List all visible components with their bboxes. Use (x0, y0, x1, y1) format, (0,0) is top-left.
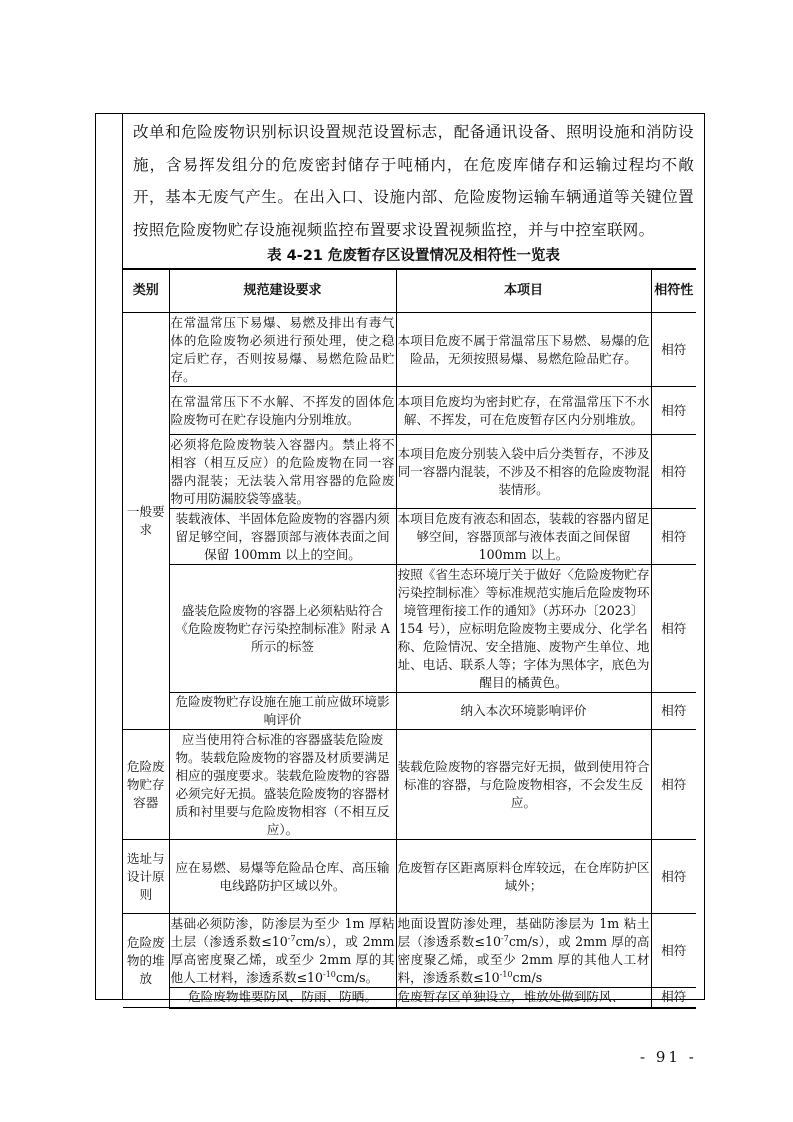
compliance-cell: 相符 (651, 840, 696, 914)
table-row (123, 840, 696, 914)
requirement-cell: 在常温常压下不水解、不挥发的固体危险废物可在贮存设施内分别堆放。 (169, 387, 396, 435)
table-row (123, 914, 696, 988)
content-area (123, 114, 704, 1009)
compliance-cell: 相符 (651, 693, 696, 730)
compliance-cell: 相符 (651, 435, 696, 509)
requirement-cell: 必须将危险废物装入容器内。禁止将不相容（相互反应）的危险废物在同一容器内混装；无法装入常用容器的危险废物可用防漏胶袋等盛装。 (169, 435, 396, 509)
category-containers: 危险废物贮存容器 (123, 730, 169, 840)
project-cell: 纳入本次环境影响评价 (396, 693, 651, 730)
compliance-cell: 相符 (651, 565, 696, 693)
compliance-table (123, 268, 696, 1009)
project-cell: 本项目危废有液态和固态，装载的容器内留足够空间，容器顶部与液体表面之间保留 100mm 以上。 (396, 509, 651, 565)
requirement-cell: 装载液体、半固体危险废物的容器内须留足够空间，容器顶部与液体表面之间保留 100mm 以上的空间。 (169, 509, 396, 565)
project-cell: 本项目危废分别装入袋中后分类暂存，不涉及同一容器内混装，不涉及不相容的危险废物混装情形。 (396, 435, 651, 509)
header-requirement: 规范建设要求 (169, 269, 396, 313)
header-compliance: 相符性 (651, 269, 696, 313)
category-site-selection: 选址与设计原则 (123, 840, 169, 914)
table-row (123, 313, 696, 387)
table-row (123, 693, 696, 730)
requirement-cell: 危险废物堆要防风、防雨、防晒。 (169, 988, 396, 1008)
requirement-cell: 盛装危险废物的容器上必须粘贴符合《危险废物贮存污染控制标准》附录 A 所示的标签 (169, 565, 396, 693)
requirement-cell: 应当使用符合标准的容器盛装危险废物。装载危险废物的容器及材质要满足相应的强度要求。装载危险废物的容器必须完好无损。盛装危险废物的容器材质和衬里要与危险废物相容（不相互反应）。 (169, 730, 396, 840)
requirement-cell: 在常温常压下易爆、易燃及排出有毒气体的危险废物必须进行预处理，使之稳定后贮存，否则按易爆、易燃危险品贮存。 (169, 313, 396, 387)
page-number: - 91 - (640, 1048, 697, 1066)
compliance-cell: 相符 (651, 914, 696, 988)
requirement-cell: 应在易燃、易爆等危险品仓库、高压输电线路防护区域以外。 (169, 840, 396, 914)
table-row (123, 565, 696, 693)
compliance-cell: 相符 (651, 988, 696, 1008)
intro-paragraph: 改单和危险废物识别标识设置规范设置标志，配备通讯设备、照明设施和消防设施，含易挥发组分的危废密封储存于吨桶内，在危废库储存和运输过程均不敞开，基本无废气产生。在出入口、设施内部、危险废物运输车辆通道等关键位置按照危险废物贮存设施视频监控布置要求设置视频监控，并与中控室联网。 (133, 123, 694, 239)
project-cell: 危废暂存区单独设立，堆放处做到防风、 (396, 988, 651, 1008)
compliance-cell: 相符 (651, 313, 696, 387)
project-cell: 本项目危废均为密封贮存，在常温常压下不水解、不挥发，可在危废暂存区内分别堆放。 (396, 387, 651, 435)
requirement-cell: 危险废物贮存设施在施工前应做环境影响评价 (169, 693, 396, 730)
compliance-cell: 相符 (651, 509, 696, 565)
project-cell: 危废暂存区距离原料仓库较远，在仓库防护区域外； (396, 840, 651, 914)
project-cell: 地面设置防渗处理，基础防渗层为 1m 粘土层（渗透系数$\le 10^{-7}cm/s$），或 2mm 厚的高密度聚乙烯，或至少 2mm 厚的其他人工材料，渗透系数$\le 10^{-10}cm/s$ (396, 914, 651, 988)
compliance-cell: 相符 (651, 730, 696, 840)
project-cell: 本项目危废不属于常温常压下易燃、易爆的危险品，无须按照易爆、易燃危险品贮存。 (396, 313, 651, 387)
header-category: 类别 (123, 269, 169, 313)
table-row (123, 988, 696, 1008)
table-header-row (123, 269, 696, 313)
project-cell: 按照《省生态环境厅关于做好〈危险废物贮存污染控制标准〉等标准规范实施后危险废物环境管理衔接工作的通知》（苏环办〔2023〕154 号），应标明危险废物主要成分、化学名称、危险情况、安全措施、废物产生单位、地址、电话、联系人等；字体为黑体字，底色为醒目的橘黄色。 (396, 565, 651, 693)
table-row (123, 435, 696, 509)
category-stacking: 危险废物的堆放 (123, 914, 169, 1008)
header-project: 本项目 (396, 269, 651, 313)
requirement-cell: 基础必须防渗，防渗层为至少 1m 厚粘土层（渗透系数$\le 10^{-7}cm/s$），或 2mm 厚高密度聚乙烯，或至少 2mm 厚的其他人工材料，渗透系数$\le 10^{-10}cm/s$。 (169, 914, 396, 988)
table-row (123, 387, 696, 435)
table-row (123, 730, 696, 840)
page-frame (95, 113, 705, 1005)
project-cell: 装载危险废物的容器完好无损，做到使用符合标准的容器，与危险废物相容，不会发生反应。 (396, 730, 651, 840)
category-general: 一般要求 (123, 313, 169, 730)
table-row (123, 509, 696, 565)
compliance-cell: 相符 (651, 387, 696, 435)
table-caption: 表 4-21 危废暂存区设置情况及相符性一览表 (267, 248, 560, 264)
